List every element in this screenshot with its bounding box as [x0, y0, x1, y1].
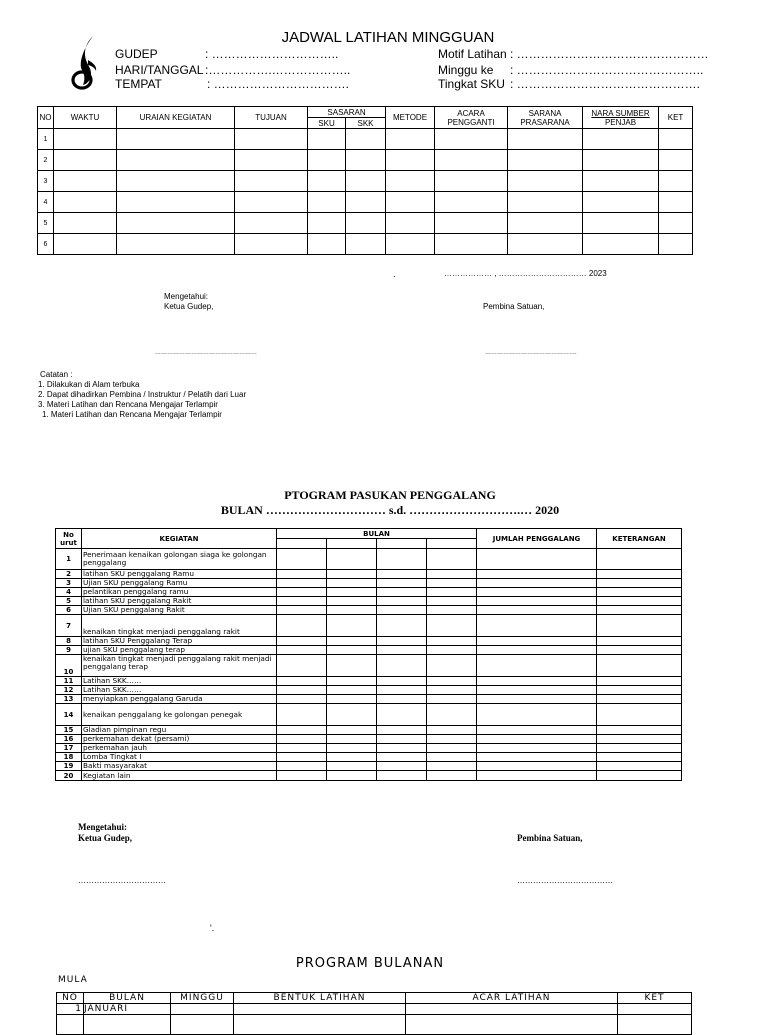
table-row: 11 Latihan SKK…… [56, 677, 682, 686]
month-cell: JANUARI [84, 1004, 171, 1015]
table-row: 4 pelantikan penggalang ramu [56, 588, 682, 597]
table-row: 1 Penerimaan kenaikan golongan siaga ke golongan penggalang [56, 549, 682, 570]
col-no: NO [38, 107, 54, 129]
field-minggu-label: Minggu ke [438, 63, 494, 77]
field-sku-label: Tingkat SKU [438, 77, 505, 91]
table-row [38, 234, 693, 255]
table-row: 5 latihan SKU penggalang Rakit [56, 597, 682, 606]
program-pasukan-table [55, 528, 682, 781]
table-row: 7 kenaikan tingkat menjadi penggalang rakit [56, 615, 682, 637]
col-sku: SKU [308, 118, 346, 129]
col-skk: SKK [346, 118, 386, 129]
mengetahui-label-2: Mengetahui: [78, 822, 127, 832]
table-row: 3 Ujian SKU penggalang Ramu [56, 579, 682, 588]
col-tujuan: TUJUAN [235, 107, 308, 129]
col-keterangan: KETERANGAN [597, 529, 682, 549]
pembina-satuan-label: Pembina Satuan, [483, 302, 545, 311]
program-bulanan-title: PROGRAM BULANAN [295, 956, 445, 971]
field-hari-label: HARI/TANGGAL [115, 63, 204, 77]
col-acar-latihan: ACAR LATIHAN [406, 993, 618, 1004]
col-bentuk-latihan: BENTUK LATIHAN [234, 993, 406, 1004]
field-tempat-label: TEMPAT [115, 77, 162, 91]
program-pasukan-title: PTOGRAM PASUKAN PENGGALANG [284, 488, 496, 502]
catatan-item: 1. Dilakukan di Alam terbuka [38, 380, 140, 389]
col-waktu: WAKTU [54, 107, 117, 129]
mula-label: MULA [58, 975, 88, 985]
row-number: 4 [38, 192, 54, 213]
row-number: 1 [57, 1004, 84, 1015]
table-row: 17 perkemahan jauh [56, 744, 682, 753]
field-motif-value[interactable]: : ………………………………………… [510, 47, 709, 61]
row-number: 3 [38, 171, 54, 192]
table-row [38, 213, 693, 234]
col-ket: KET [618, 993, 692, 1004]
row-number: 5 [38, 213, 54, 234]
field-gudep-value[interactable]: : ………………………….. [205, 47, 339, 61]
col-kegiatan: KEGIATAN [82, 529, 277, 549]
col-sarana: SARANA PRASARANA [508, 107, 583, 129]
col-uraian: URAIAN KEGIATAN [117, 107, 235, 129]
table-row: 16 perkemahan dekat (persami) [56, 735, 682, 744]
col-jumlah: JUMLAH PENGGALANG [477, 529, 597, 549]
catatan-title: Catatan : [40, 370, 73, 379]
table-row: 14 kenaikan penggalang ke golongan penegak [56, 704, 682, 726]
scout-emblem-icon [69, 34, 103, 92]
table-row: 6 Ujian SKU penggalang Rakit [56, 606, 682, 615]
field-sku-value[interactable]: : ………………………………………. [510, 77, 701, 91]
col-no-urut: No urut [56, 529, 82, 549]
col-bulan: BULAN [84, 993, 171, 1004]
schedule-title: JADWAL LATIHAN MINGGUAN [281, 29, 495, 46]
field-minggu-value[interactable]: : ……………………………………….. [510, 63, 704, 77]
date-line[interactable]: ……………… , …………………………… 2023 [444, 269, 607, 278]
signature-line-right[interactable]: ………………………………………. [485, 350, 577, 356]
col-sasaran: SASARAN [308, 107, 386, 118]
table-row: 9 ujian SKU penggalang terap [56, 646, 682, 655]
table-row: 2 latihan SKU penggalang Ramu [56, 570, 682, 579]
table-row [57, 1004, 692, 1015]
table-row: 18 Lomba Tingkat I [56, 753, 682, 762]
table-row [38, 192, 693, 213]
ketua-gudep-label-2: Ketua Gudep, [78, 833, 133, 843]
col-no: NO [57, 993, 84, 1004]
col-metode: METODE [386, 107, 435, 129]
signature-line-left-2[interactable]: …………………………… [78, 876, 166, 885]
field-tempat-value[interactable]: : ……………………………. [207, 77, 350, 91]
field-motif-label: Motif Latihan [438, 47, 507, 61]
col-acara: ACARA PENGGANTI [435, 107, 508, 129]
row-number: 2 [38, 150, 54, 171]
table-row: 19 Bakti masyarakat [56, 762, 682, 771]
table-row: 12 Latihan SKK…… [56, 686, 682, 695]
weekly-schedule-table [37, 106, 693, 255]
stray-mark: '. [210, 923, 215, 933]
field-gudep-label: GUDEP [115, 47, 158, 61]
table-row: 20 Kegiatan lain [56, 771, 682, 781]
table-row: 13 menyiapkan penggalang Garuda [56, 695, 682, 704]
program-bulanan-table [56, 992, 692, 1035]
col-nara-sumber: NARA SUMBER PENJAB [583, 107, 659, 129]
table-row [38, 129, 693, 150]
program-pasukan-subtitle: BULAN ………………………… s.d. ……………………….… 2020 [220, 503, 560, 517]
catatan-item: 1. Materi Latihan dan Rencana Mengajar Terlampir [42, 410, 222, 419]
row-number: 1 [38, 129, 54, 150]
table-row [38, 150, 693, 171]
date-dot: . [393, 269, 396, 279]
row-number: 6 [38, 234, 54, 255]
signature-line-right-2[interactable]: ……………………………… [517, 876, 613, 885]
col-minggu: MINGGU [171, 993, 234, 1004]
catatan-item: 2. Dapat dihadirkan Pembina / Instruktur / Pelatih dari Luar [38, 390, 247, 399]
table-row: 8 latihan SKU Penggalang Terap [56, 637, 682, 646]
table-row: 15 Gladian pimpinan regu [56, 726, 682, 735]
field-hari-value[interactable]: :…………….……………….. [205, 63, 351, 77]
mengetahui-label: Mengetahui: [164, 292, 209, 301]
ketua-gudep-label: Ketua Gudep, [164, 302, 214, 311]
col-ket: KET [659, 107, 693, 129]
table-row: 10 kenaikan tingkat menjadi penggalang rakit menjadi penggalang terap [56, 655, 682, 677]
signature-line-left[interactable]: …………………………………………… [155, 350, 257, 356]
catatan-item: 3. Materi Latihan dan Rencana Mengajar Terlampir [38, 400, 218, 409]
table-row [38, 171, 693, 192]
col-bulan: BULAN [277, 529, 477, 539]
pembina-satuan-label-2: Pembina Satuan, [517, 833, 583, 843]
